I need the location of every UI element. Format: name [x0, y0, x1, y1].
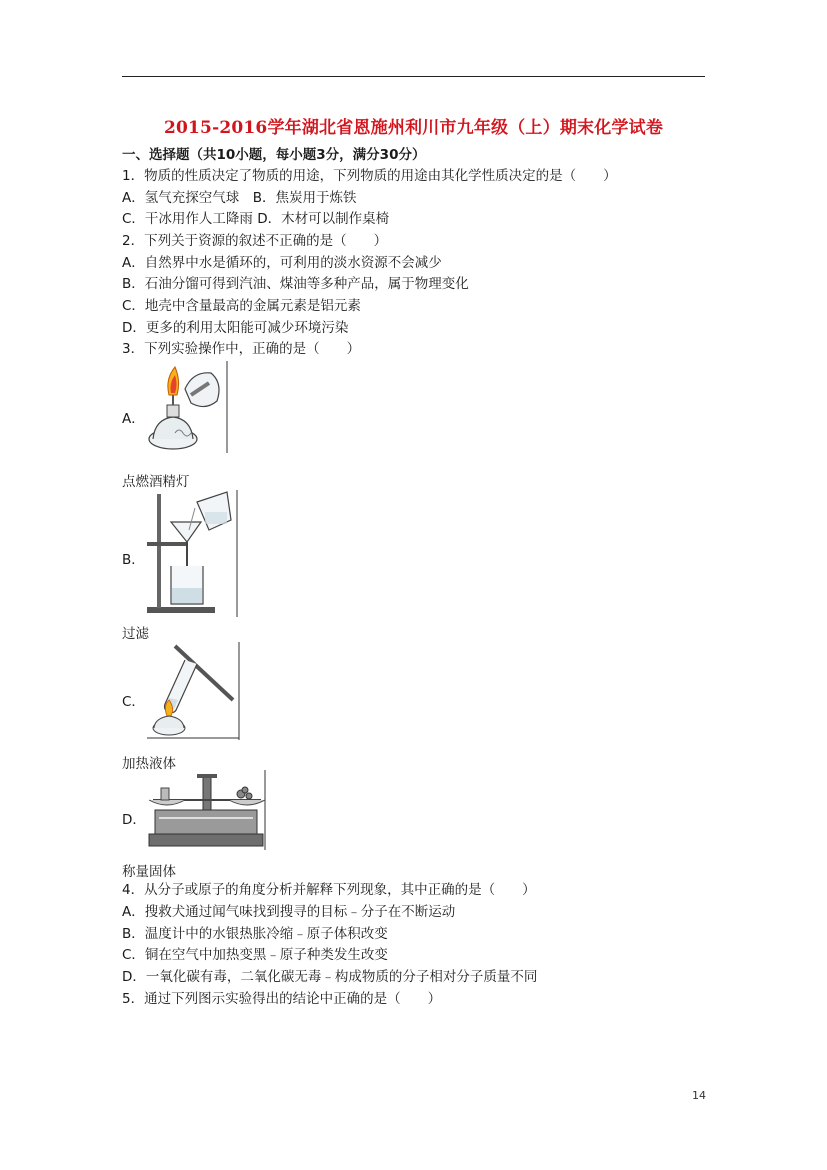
q3-option-b-caption: 过滤 [122, 626, 149, 642]
q1-stem: 1．物质的性质决定了物质的用途，下列物质的用途由其化学性质决定的是（ ） [122, 168, 617, 184]
q5-stem: 5．通过下列图示实验得出的结论中正确的是（ ） [122, 991, 442, 1007]
q4-option-a: A．搜救犬通过闻气味找到搜寻的目标﹣分子在不断运动 [122, 904, 456, 920]
page-number: 14 [692, 1089, 706, 1102]
q2-stem: 2．下列关于资源的叙述不正确的是（ ） [122, 233, 388, 249]
alcohol-lamp-lighting-icon [145, 361, 230, 453]
q4-stem: 4．从分子或原子的角度分析并解释下列现象，其中正确的是（ ） [122, 882, 536, 898]
q4-option-b: B．温度计中的水银热胀冷缩﹣原子体积改变 [122, 926, 388, 942]
q1-options-ab: A．氢气充探空气球 B．焦炭用于炼铁 [122, 190, 357, 206]
q2-option-a: A．自然界中水是循环的，可利用的淡水资源不会减少 [122, 255, 442, 271]
q2-option-c: C．地壳中含量最高的金属元素是铝元素 [122, 298, 361, 314]
q2-option-b: B．石油分馏可得到汽油、煤油等多种产品，属于物理变化 [122, 276, 469, 292]
q4-option-c: C．铜在空气中加热变黑﹣原子种类发生改变 [122, 947, 388, 963]
q3-option-d-label: D． [122, 812, 146, 828]
q3-option-c-caption: 加热液体 [122, 756, 176, 772]
q3-option-c-label: C． [122, 694, 145, 710]
q3-option-a-label: A． [122, 411, 145, 427]
balance-scale-icon [145, 770, 268, 850]
q3-option-b-label: B． [122, 552, 145, 568]
heating-test-tube-icon [145, 642, 242, 740]
exam-title: 2015-2016学年湖北省恩施州利川市九年级（上）期末化学试卷 [163, 118, 664, 138]
q3-stem: 3．下列实验操作中，正确的是（ ） [122, 341, 361, 357]
q4-option-d: D．一氧化碳有毒，二氧化碳无毒﹣构成物质的分子相对分子质量不同 [122, 969, 538, 985]
filtration-setup-icon [145, 490, 240, 617]
q3-option-a-caption: 点燃酒精灯 [122, 474, 190, 490]
header-rule [122, 76, 705, 77]
q2-option-d: D．更多的利用太阳能可减少环境污染 [122, 320, 349, 336]
q3-option-d-caption: 称量固体 [122, 864, 176, 880]
section-heading: 一、选择题（共10小题，每小题3分，满分30分） [122, 147, 426, 163]
q1-options-cd: C．干冰用作人工降雨 D．木材可以制作桌椅 [122, 211, 390, 227]
